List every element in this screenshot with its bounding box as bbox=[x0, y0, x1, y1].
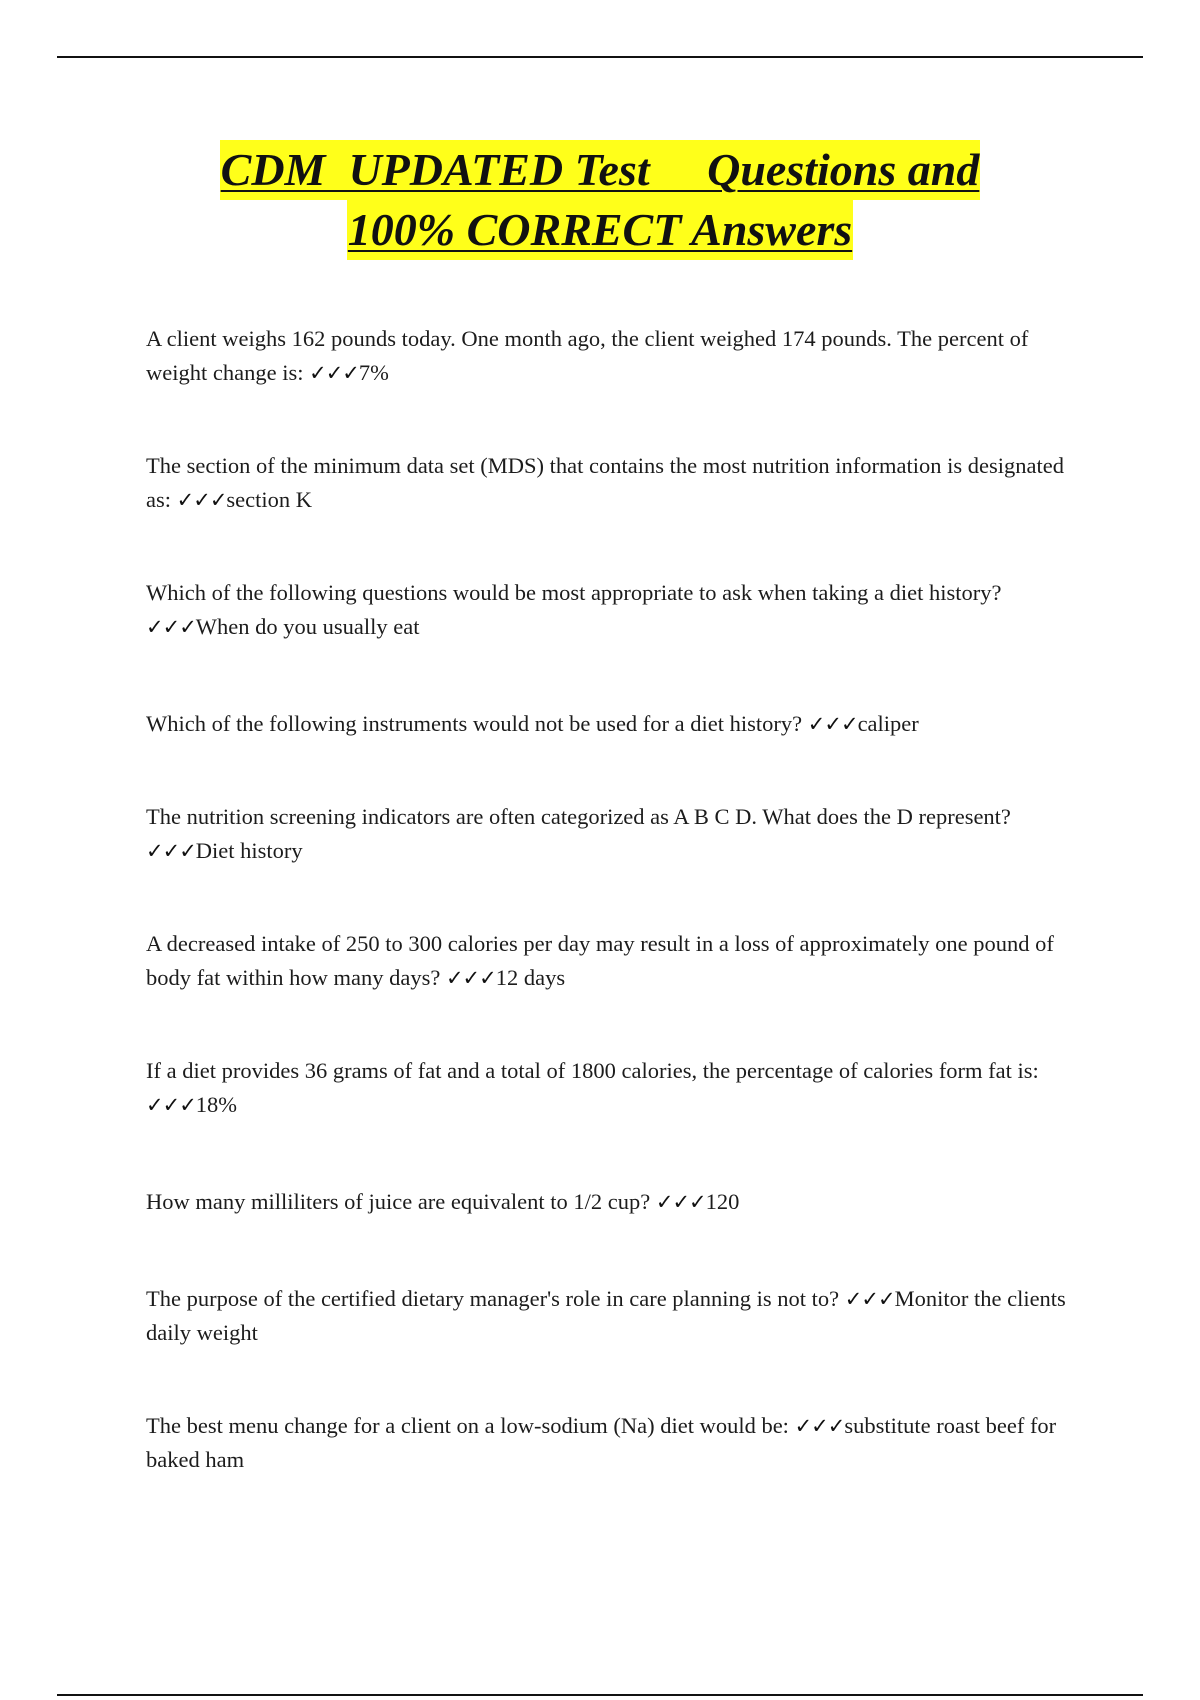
check-marks-icon: ✓✓✓ bbox=[807, 712, 858, 736]
question-text: The best menu change for a client on a low-sodium (Na) diet would be: bbox=[146, 1413, 795, 1438]
qa-item-4 bbox=[146, 707, 1066, 741]
question-text: If a diet provides 36 grams of fat and a total of 1800 calories, the percentage of calories form fat is: bbox=[146, 1058, 1039, 1083]
qa-item-6 bbox=[146, 927, 1066, 995]
check-marks-icon: ✓✓✓ bbox=[176, 488, 227, 512]
question-text: Which of the following questions would be most appropriate to ask when taking a diet history? bbox=[146, 580, 1002, 605]
question-text: The purpose of the certified dietary manager's role in care planning is not to? bbox=[146, 1286, 845, 1311]
question-text: A decreased intake of 250 to 300 calories per day may result in a loss of approximately one pound of body fat within how many days? bbox=[146, 931, 1054, 990]
question-text: A client weighs 162 pounds today. One month ago, the client weighed 174 pounds. The percent of weight change is: bbox=[146, 326, 1029, 385]
question-text: The section of the minimum data set (MDS) that contains the most nutrition information is designated as: bbox=[146, 453, 1064, 512]
qa-item-5 bbox=[146, 800, 1066, 868]
qa-item-10 bbox=[146, 1409, 1066, 1477]
qa-item-7 bbox=[146, 1054, 1066, 1122]
qa-item-8 bbox=[146, 1185, 1066, 1219]
question-text: How many milliliters of juice are equivalent to 1/2 cup? bbox=[146, 1189, 656, 1214]
check-marks-icon: ✓✓✓ bbox=[445, 966, 496, 990]
answer-text: substitute roast beef for baked ham bbox=[146, 1413, 1057, 1472]
answer-text: 120 bbox=[705, 1189, 740, 1214]
answer-text: 12 days bbox=[495, 965, 566, 990]
answer-text: section K bbox=[226, 487, 313, 512]
answer-text: 18% bbox=[195, 1092, 238, 1117]
top-horizontal-rule bbox=[57, 56, 1143, 58]
qa-item-2 bbox=[146, 449, 1066, 517]
check-marks-icon: ✓✓✓ bbox=[794, 1414, 845, 1438]
check-marks-icon: ✓✓✓ bbox=[844, 1287, 895, 1311]
answer-text: caliper bbox=[857, 711, 919, 736]
document-title bbox=[0, 140, 1200, 260]
check-marks-icon: ✓✓✓ bbox=[309, 361, 359, 385]
answer-text: Diet history bbox=[195, 838, 303, 863]
qa-item-3 bbox=[146, 576, 1066, 644]
title-line-1: CDM UPDATED Test Questions and bbox=[220, 140, 981, 200]
question-text: The nutrition screening indicators are often categorized as A B C D. What does the D represent? bbox=[146, 804, 1011, 829]
question-text: Which of the following instruments would not be used for a diet history? bbox=[146, 711, 808, 736]
check-marks-icon: ✓✓✓ bbox=[146, 839, 196, 863]
check-marks-icon: ✓✓✓ bbox=[146, 615, 196, 639]
qa-item-9 bbox=[146, 1282, 1066, 1350]
qa-item-1 bbox=[146, 322, 1066, 390]
answer-text: 7% bbox=[358, 360, 389, 385]
answer-text: Monitor the clients daily weight bbox=[146, 1286, 1066, 1345]
title-line-2: 100% CORRECT Answers bbox=[347, 200, 853, 260]
check-marks-icon: ✓✓✓ bbox=[655, 1190, 706, 1214]
answer-text: When do you usually eat bbox=[195, 614, 420, 639]
bottom-horizontal-rule bbox=[57, 1694, 1143, 1696]
check-marks-icon: ✓✓✓ bbox=[146, 1093, 196, 1117]
